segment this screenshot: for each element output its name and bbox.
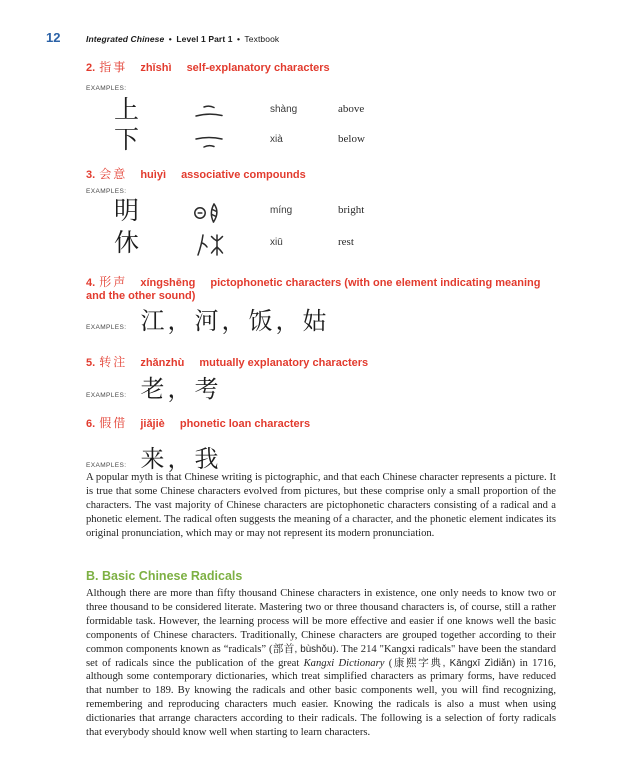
examples-label: EXAMPLES: [86, 188, 127, 195]
oracle-xiu-icon [192, 232, 226, 258]
header-separator: • [168, 34, 172, 44]
section-hanzi: 会意 [99, 167, 128, 181]
pinyin-bushou: , bùshǒu [294, 643, 333, 655]
kangxi-dictionary-title: Kangxi Dictionary [303, 657, 385, 669]
paragraph-radicals [86, 587, 556, 740]
example-row [86, 127, 558, 157]
section-pinyin: huìyì [140, 169, 166, 181]
section-title: phonetic loan characters [179, 418, 311, 430]
example-characters: 老，考 [140, 377, 222, 403]
pinyin: xiū [270, 237, 283, 248]
section-hanzi: 假借 [99, 416, 128, 430]
paragraph-text: ( [384, 657, 393, 669]
section-4-heading [86, 276, 558, 303]
examples-label: EXAMPLES: [86, 324, 127, 331]
english-gloss: below [338, 133, 365, 145]
modern-character: 明 [114, 198, 140, 225]
examples-row [86, 308, 558, 336]
pinyin-kangxi-zidian: , Kāngxī Zìdiǎn [442, 657, 512, 669]
section-b-heading: B. Basic Chinese Radicals [86, 569, 243, 583]
paragraph-text: ). The 214 "Kangxi radicals" have been the standard set of radicals since the publication of the great [86, 643, 557, 669]
pinyin: míng [270, 205, 293, 216]
hanzi-kangxi-zidian: 康熙字典 [392, 657, 443, 669]
paragraph-myth: A popular myth is that Chinese writing is pictographic, and that each Chinese character represents a picture. It is true that some Chinese characters evolved from pictures, but these comprise only a small proportion of the characters. The vast majority of Chinese characters are pictophonetic characters consisting of a radical and a phonetic element. The radical often suggests the meaning of a character, and the phonetic element indicates its original pronunciation, which may or may not represent its modern pronunciation. [86, 472, 556, 539]
modern-character: 上 [114, 97, 140, 124]
oracle-shang-icon [192, 99, 226, 125]
section-number: 5. [86, 357, 96, 369]
hanzi-bushou: 部首 [272, 643, 295, 655]
oracle-xia-icon [192, 129, 226, 155]
paragraph-text: Although there are more than fifty thousand Chinese characters in existence, one only needs to know two or three thousand to be considered literate. Mastering two or three thousand characters is, of course, still a rather formidable task. However, the learning process will be more effective and easier if one knows well the basic components of Chinese characters. Traditionally, Chinese characters are grouped together according to their common components known as “radicals” ( [86, 588, 556, 655]
section-hanzi: 形声 [99, 275, 128, 289]
section-pinyin: zhǎnzhù [140, 357, 185, 369]
section-title: mutually explanatory characters [199, 357, 369, 369]
examples-label: EXAMPLES: [86, 462, 127, 469]
section-hanzi: 转注 [99, 355, 128, 369]
section-title: self-explanatory characters [186, 62, 330, 74]
pinyin: xià [270, 134, 283, 145]
section-number: 3. [86, 169, 96, 181]
section-pinyin: jiǎjiè [140, 418, 165, 430]
section-title: pictophonetic characters (with one element indicating meaning and the other sound) [86, 277, 541, 302]
section-pinyin: zhǐshì [140, 62, 172, 74]
modern-character: 休 [114, 230, 140, 257]
book-part: Textbook [244, 34, 280, 44]
section-6-heading [86, 417, 558, 431]
modern-character: 下 [114, 127, 140, 154]
examples-row [86, 376, 558, 404]
section-title: associative compounds [181, 169, 306, 181]
examples-row [86, 446, 558, 474]
book-level: Level 1 Part 1 [176, 34, 233, 44]
example-row [86, 230, 558, 260]
paragraph-text: ) in 1716, although some contemporary dictionaries, which treat simplified characters as primary forms, have reduced that number to 189. By knowing the radicals and other basic components well, you will find recognizing, remembering and reproducing characters much easier. Knowing the radicals is also a must when using dictionaries that arrange characters according to their radicals. The following is a selection of forty radicals that everybody should know well when starting to learn characters. [86, 657, 556, 739]
header-separator: • [237, 34, 241, 44]
pinyin: shàng [270, 104, 298, 115]
section-2-heading [86, 61, 558, 75]
section-number: 2. [86, 62, 96, 74]
section-hanzi: 指事 [99, 60, 128, 74]
book-title: Integrated Chinese [86, 34, 165, 44]
english-gloss: bright [338, 204, 365, 216]
examples-label: EXAMPLES: [86, 392, 127, 399]
example-characters: 江，河，饭，姑 [140, 309, 330, 335]
section-pinyin: xíngshēng [140, 277, 196, 289]
example-row [86, 198, 558, 228]
oracle-ming-icon [192, 200, 226, 226]
section-5-heading [86, 356, 558, 370]
english-gloss: above [338, 103, 365, 115]
section-3-heading [86, 168, 558, 182]
examples-label: EXAMPLES: [86, 85, 127, 92]
running-header [86, 34, 279, 44]
section-number: 4. [86, 277, 96, 289]
example-characters: 来，我 [140, 447, 222, 473]
section-number: 6. [86, 418, 96, 430]
english-gloss: rest [338, 236, 354, 248]
example-row [86, 97, 558, 127]
page-number: 12 [46, 30, 61, 45]
